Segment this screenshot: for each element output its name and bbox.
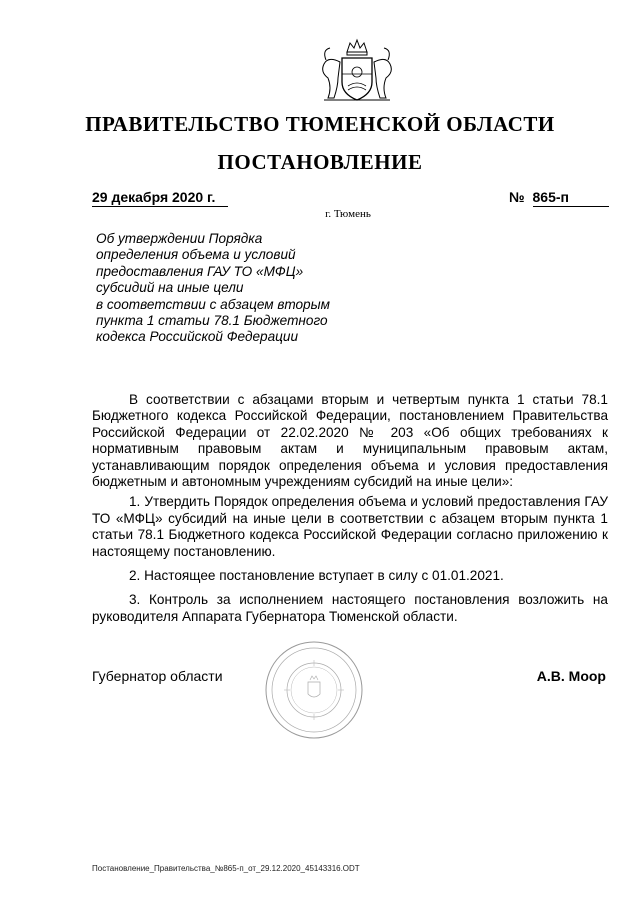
document-date: 29 декабря 2020 г.	[92, 189, 228, 207]
document-body	[92, 392, 608, 625]
coat-of-arms-icon	[304, 38, 410, 106]
subject-line: субсидий на иные цели	[96, 280, 244, 296]
number-label: №	[509, 189, 525, 205]
document-number	[509, 189, 609, 207]
city-label: г. Тюмень	[325, 208, 371, 220]
signer-name: А.В. Моор	[536, 668, 606, 684]
document-subject	[96, 231, 356, 346]
number-value: 865-п	[533, 189, 609, 207]
signer-title: Губернатор области	[92, 668, 223, 684]
subject-line: кодекса Российской Федерации	[96, 329, 299, 345]
subject-line: пункта 1 статьи 78.1 Бюджетного	[96, 313, 328, 329]
item-1-paragraph: 1. Утвердить Порядок определения объема и условий предоставления ГАУ ТО «МФЦ» субсидий на иные цели в соответствии с абзацем вторым пункта 1 статьи 78.1 Бюджетного кодекса Российской Федерации согласно приложению к настоящему постановлению.	[92, 494, 608, 559]
item-2-paragraph: 2. Настоящее постановление вступает в силу с 01.01.2021.	[129, 568, 504, 584]
subject-line: предоставления ГАУ ТО «МФЦ»	[96, 263, 304, 279]
item-3-paragraph: 3. Контроль за исполнением настоящего постановления возложить на руководителя Аппарата Губернатора Тюменской области.	[92, 592, 608, 624]
preamble-paragraph: В соответствии с абзацами вторым и четвертым пункта 1 статьи 78.1 Бюджетного кодекса Российской Федерации, постановлением Правительства Российской Федерации от 22.02.2020 № 203 «Об общих требованиях к нормативным правовым актам и муниципальным правовым актам, устанавливающим порядок определения объема и условия предоставления бюджетным и автономным учреждениям субсидий на иные цели»:	[92, 392, 608, 490]
document-type-title: ПОСТАНОВЛЕНИЕ	[217, 150, 423, 174]
official-seal-icon	[264, 640, 364, 740]
subject-line: определения объема и условий	[96, 247, 296, 263]
subject-line: в соответствии с абзацем вторым	[96, 296, 330, 312]
organization-title: ПРАВИТЕЛЬСТВО ТЮМЕНСКОЙ ОБЛАСТИ	[85, 112, 555, 136]
footer-filename: Постановление_Правительства_№865-п_от_29.12.2020_45143316.ODT	[92, 864, 360, 873]
subject-line: Об утверждении Порядка	[96, 231, 263, 246]
